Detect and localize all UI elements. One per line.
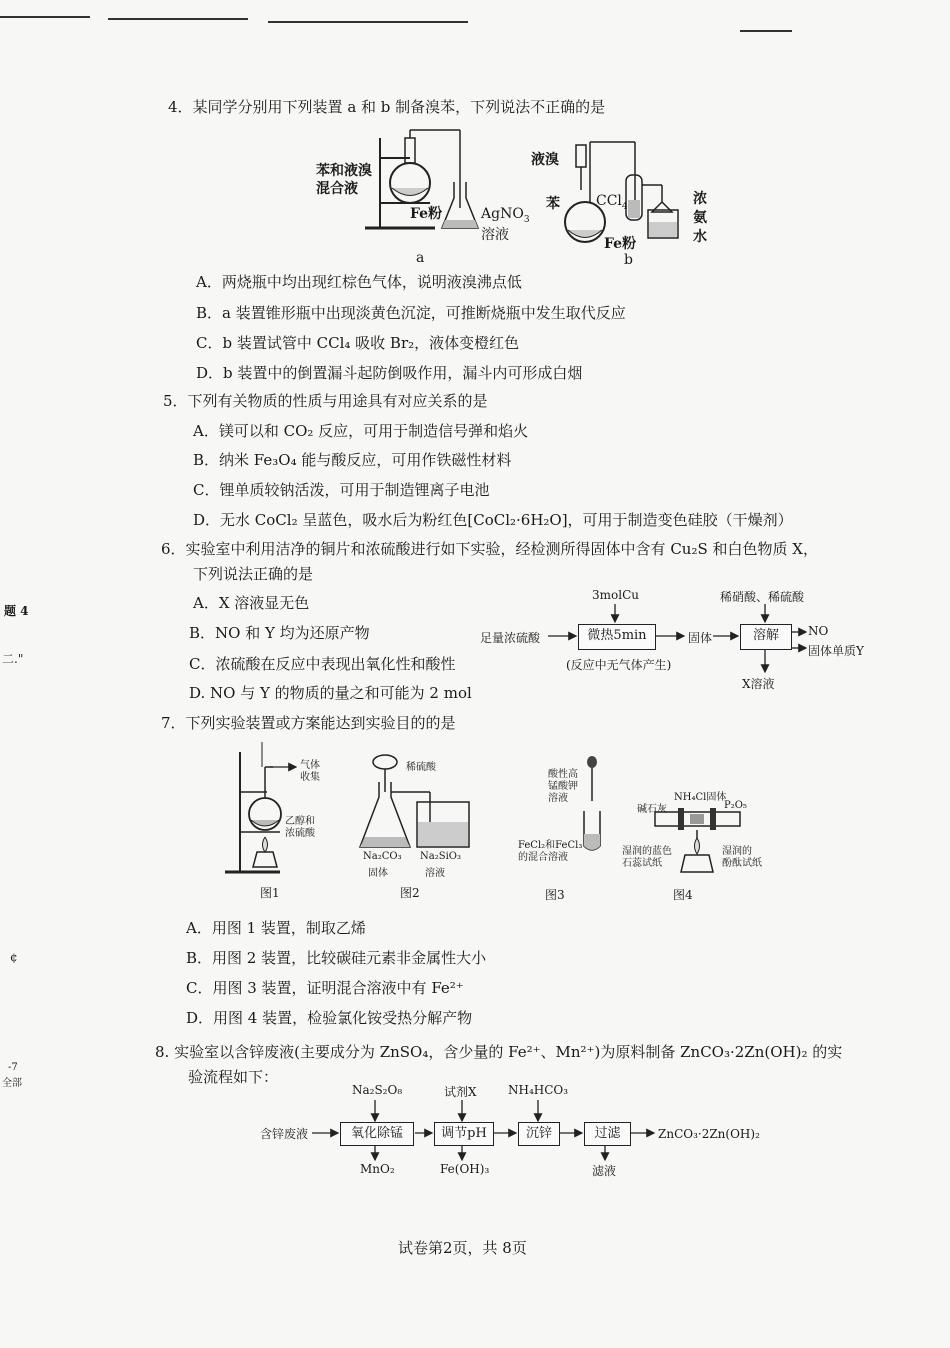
fig2-label-solution: 溶液: [425, 868, 445, 879]
caption-b: b: [624, 252, 633, 268]
flow8-out-feoh3: Fe(OH)₃: [440, 1162, 490, 1176]
label-agno3-sol: 溶液: [481, 227, 509, 243]
flow6-reagent-acids: 稀硝酸、稀硫酸: [720, 590, 805, 604]
q6-option-c: C．浓硫酸在反应中表现出氧化性和酸性: [189, 655, 456, 673]
q4-option-a: A．两烧瓶中均出现红棕色气体，说明液溴沸点低: [196, 273, 522, 291]
margin-mark: 题 4: [4, 604, 29, 618]
flow8-start: 含锌废液: [260, 1127, 309, 1141]
flow8-box-precipitate: 沉锌: [518, 1122, 560, 1146]
fig2-label-na2co3: Na₂CO₃: [363, 851, 402, 862]
question-6-stem-cont: 下列说法正确的是: [193, 565, 314, 583]
fig3-label-kmno4-1: 酸性高: [548, 769, 578, 780]
flow8-out-filtrate: 滤液: [592, 1164, 617, 1178]
margin-mark: 二.": [2, 652, 24, 666]
question-8-stem: 8. 实验室以含锌废液(主要成分为 ZnSO₄，含少量的 Fe²⁺、Mn²⁺)为原料制备 ZnCO₃·2Zn(OH)₂ 的实: [155, 1043, 843, 1061]
question-6-stem: 6．实验室中利用洁净的铜片和浓硫酸进行如下实验，经检测所得固体中含有 Cu₂S 和白色物质 X，: [161, 540, 818, 558]
page-footer: 试卷第2页，共 8页: [398, 1239, 527, 1257]
flow8-box-ph: 调节pH: [434, 1122, 494, 1146]
fig4-label-paper1a: 湿润的蓝色: [622, 846, 672, 857]
fig1-ethylene-apparatus: [225, 742, 285, 882]
fig2-label-acid: 稀硫酸: [406, 762, 436, 773]
label-ccl4: CCl$_4$: [596, 193, 628, 212]
q6-option-a: A．X 溶液显无色: [193, 594, 310, 612]
fig1-label-reag1: 乙醇和: [285, 816, 315, 827]
q7-option-a: A．用图 1 装置，制取乙烯: [186, 919, 366, 937]
q6-option-b: B．NO 和 Y 均为还原产物: [189, 624, 370, 642]
fig4-label-paper2a: 湿润的: [722, 846, 752, 857]
flow6-solid: 固体: [688, 631, 713, 645]
flow8-product: ZnCO₃·2Zn(OH)₂: [658, 1127, 760, 1141]
flow8-box-oxidation: 氧化除锰: [340, 1122, 414, 1146]
fig4-label-paper2b: 酚酞试纸: [722, 858, 762, 869]
q5-option-d: D．无水 CoCl₂ 呈蓝色，吸水后为粉红色[CoCl₂·6H₂O]，可用于制造变色硅胶（干燥剂）: [193, 511, 793, 529]
fig4-label-nh4cl: NH₄Cl固体: [674, 792, 727, 803]
label-ammonia1: 浓: [693, 191, 707, 207]
flow6-box-dissolve: 溶解: [740, 624, 792, 650]
margin-mark: ¢: [10, 950, 18, 964]
margin-mark: 全部: [2, 1078, 22, 1089]
label-fe-b: Fe粉: [604, 236, 637, 252]
fig1-label-collect: 收集: [300, 772, 320, 783]
fig4-label-p2o5: P₂O₅: [724, 800, 747, 811]
fig2-label-na2sio3: Na₂SiO₃: [420, 851, 461, 862]
fig4-label-paper1b: 石蕊试纸: [622, 858, 662, 869]
flow6-out-y: 固体单质Y: [808, 644, 864, 658]
flow6-note: (反应中无气体产生): [566, 658, 672, 672]
question-8-stem-cont: 验流程如下：: [188, 1068, 279, 1086]
q5-option-a: A．镁可以和 CO₂ 反应，可用于制造信号弹和焰火: [193, 422, 529, 440]
label-mix-a2: 混合液: [316, 181, 358, 197]
label-benzene: 苯: [546, 196, 560, 212]
flow8-input-nh4hco3: NH₄HCO₃: [508, 1083, 569, 1097]
label-liquid-br: 液溴: [531, 152, 559, 168]
margin-mark: -7: [8, 1062, 18, 1073]
fig1-label-gas: 气体: [300, 760, 320, 771]
q6-option-d: D. NO 与 Y 的物质的量之和可能为 2 mol: [189, 684, 472, 702]
fig4-label-lime: 碱石灰: [637, 804, 667, 815]
label-ammonia3: 水: [693, 229, 707, 245]
q7-option-b: B．用图 2 装置，比较碳硅元素非金属性大小: [186, 949, 487, 967]
fig3-label-mix2: 的混合溶液: [518, 852, 568, 863]
flow6-out-no: NO: [808, 624, 829, 638]
q5-option-b: B．纳米 Fe₃O₄ 能与酸反应，可用作铁磁性材料: [193, 451, 512, 469]
flow8-input-x: 试剂X: [444, 1085, 477, 1099]
fig3-label-kmno4-3: 溶液: [548, 793, 568, 804]
q5-option-c: C．锂单质较钠活泼，可用于制造锂离子电池: [193, 481, 490, 499]
q7-option-c: C．用图 3 装置，证明混合溶液中有 Fe²⁺: [186, 979, 464, 997]
label-mix-a: 苯和液溴: [316, 163, 372, 179]
flow8-input-na2s2o8: Na₂S₂O₈: [352, 1083, 403, 1097]
flow6-reagent-cu: 3molCu: [592, 588, 639, 602]
fig4-caption: 图4: [673, 888, 693, 902]
label-ammonia2: 氨: [693, 210, 707, 226]
label-fe-a: Fe粉: [410, 206, 443, 222]
question-4-stem: 4．某同学分别用下列装置 a 和 b 制备溴苯，下列说法不正确的是: [168, 98, 606, 116]
label-agno3: AgNO$_3$: [481, 206, 530, 225]
flow8-box-filter: 过滤: [584, 1122, 631, 1146]
flow8-out-mno2: MnO₂: [360, 1162, 395, 1176]
fig1-label-reag2: 浓硫酸: [285, 828, 315, 839]
fig3-caption: 图3: [545, 888, 565, 902]
fig3-label-mix1: FeCl₂和FeCl₃: [518, 840, 583, 851]
q4-option-b: B．a 装置锥形瓶中出现淡黄色沉淀，可推断烧瓶中发生取代反应: [196, 304, 626, 322]
fig3-test-tube: [580, 756, 610, 856]
flow6-box-heat: 微热5min: [578, 624, 656, 650]
fig2-caption: 图2: [400, 886, 420, 900]
question-7-stem: 7．下列实验装置或方案能达到实验目的的是: [161, 714, 456, 732]
flow6-out-x: X溶液: [742, 677, 775, 691]
question-5-stem: 5．下列有关物质的性质与用途具有对应关系的是: [163, 392, 488, 410]
q7-option-d: D．用图 4 装置，检验氯化铵受热分解产物: [186, 1009, 473, 1027]
fig3-label-kmno4-2: 锰酸钾: [548, 781, 578, 792]
q4-option-d: D．b 装置中的倒置漏斗起防倒吸作用，漏斗内可形成白烟: [196, 364, 583, 382]
q4-option-c: C．b 装置试管中 CCl₄ 吸收 Br₂，液体变橙红色: [196, 334, 520, 352]
fig1-caption: 图1: [260, 886, 280, 900]
caption-a: a: [416, 250, 425, 266]
fig2-label-solid: 固体: [368, 868, 388, 879]
flow6-start: 足量浓硫酸: [480, 631, 541, 645]
